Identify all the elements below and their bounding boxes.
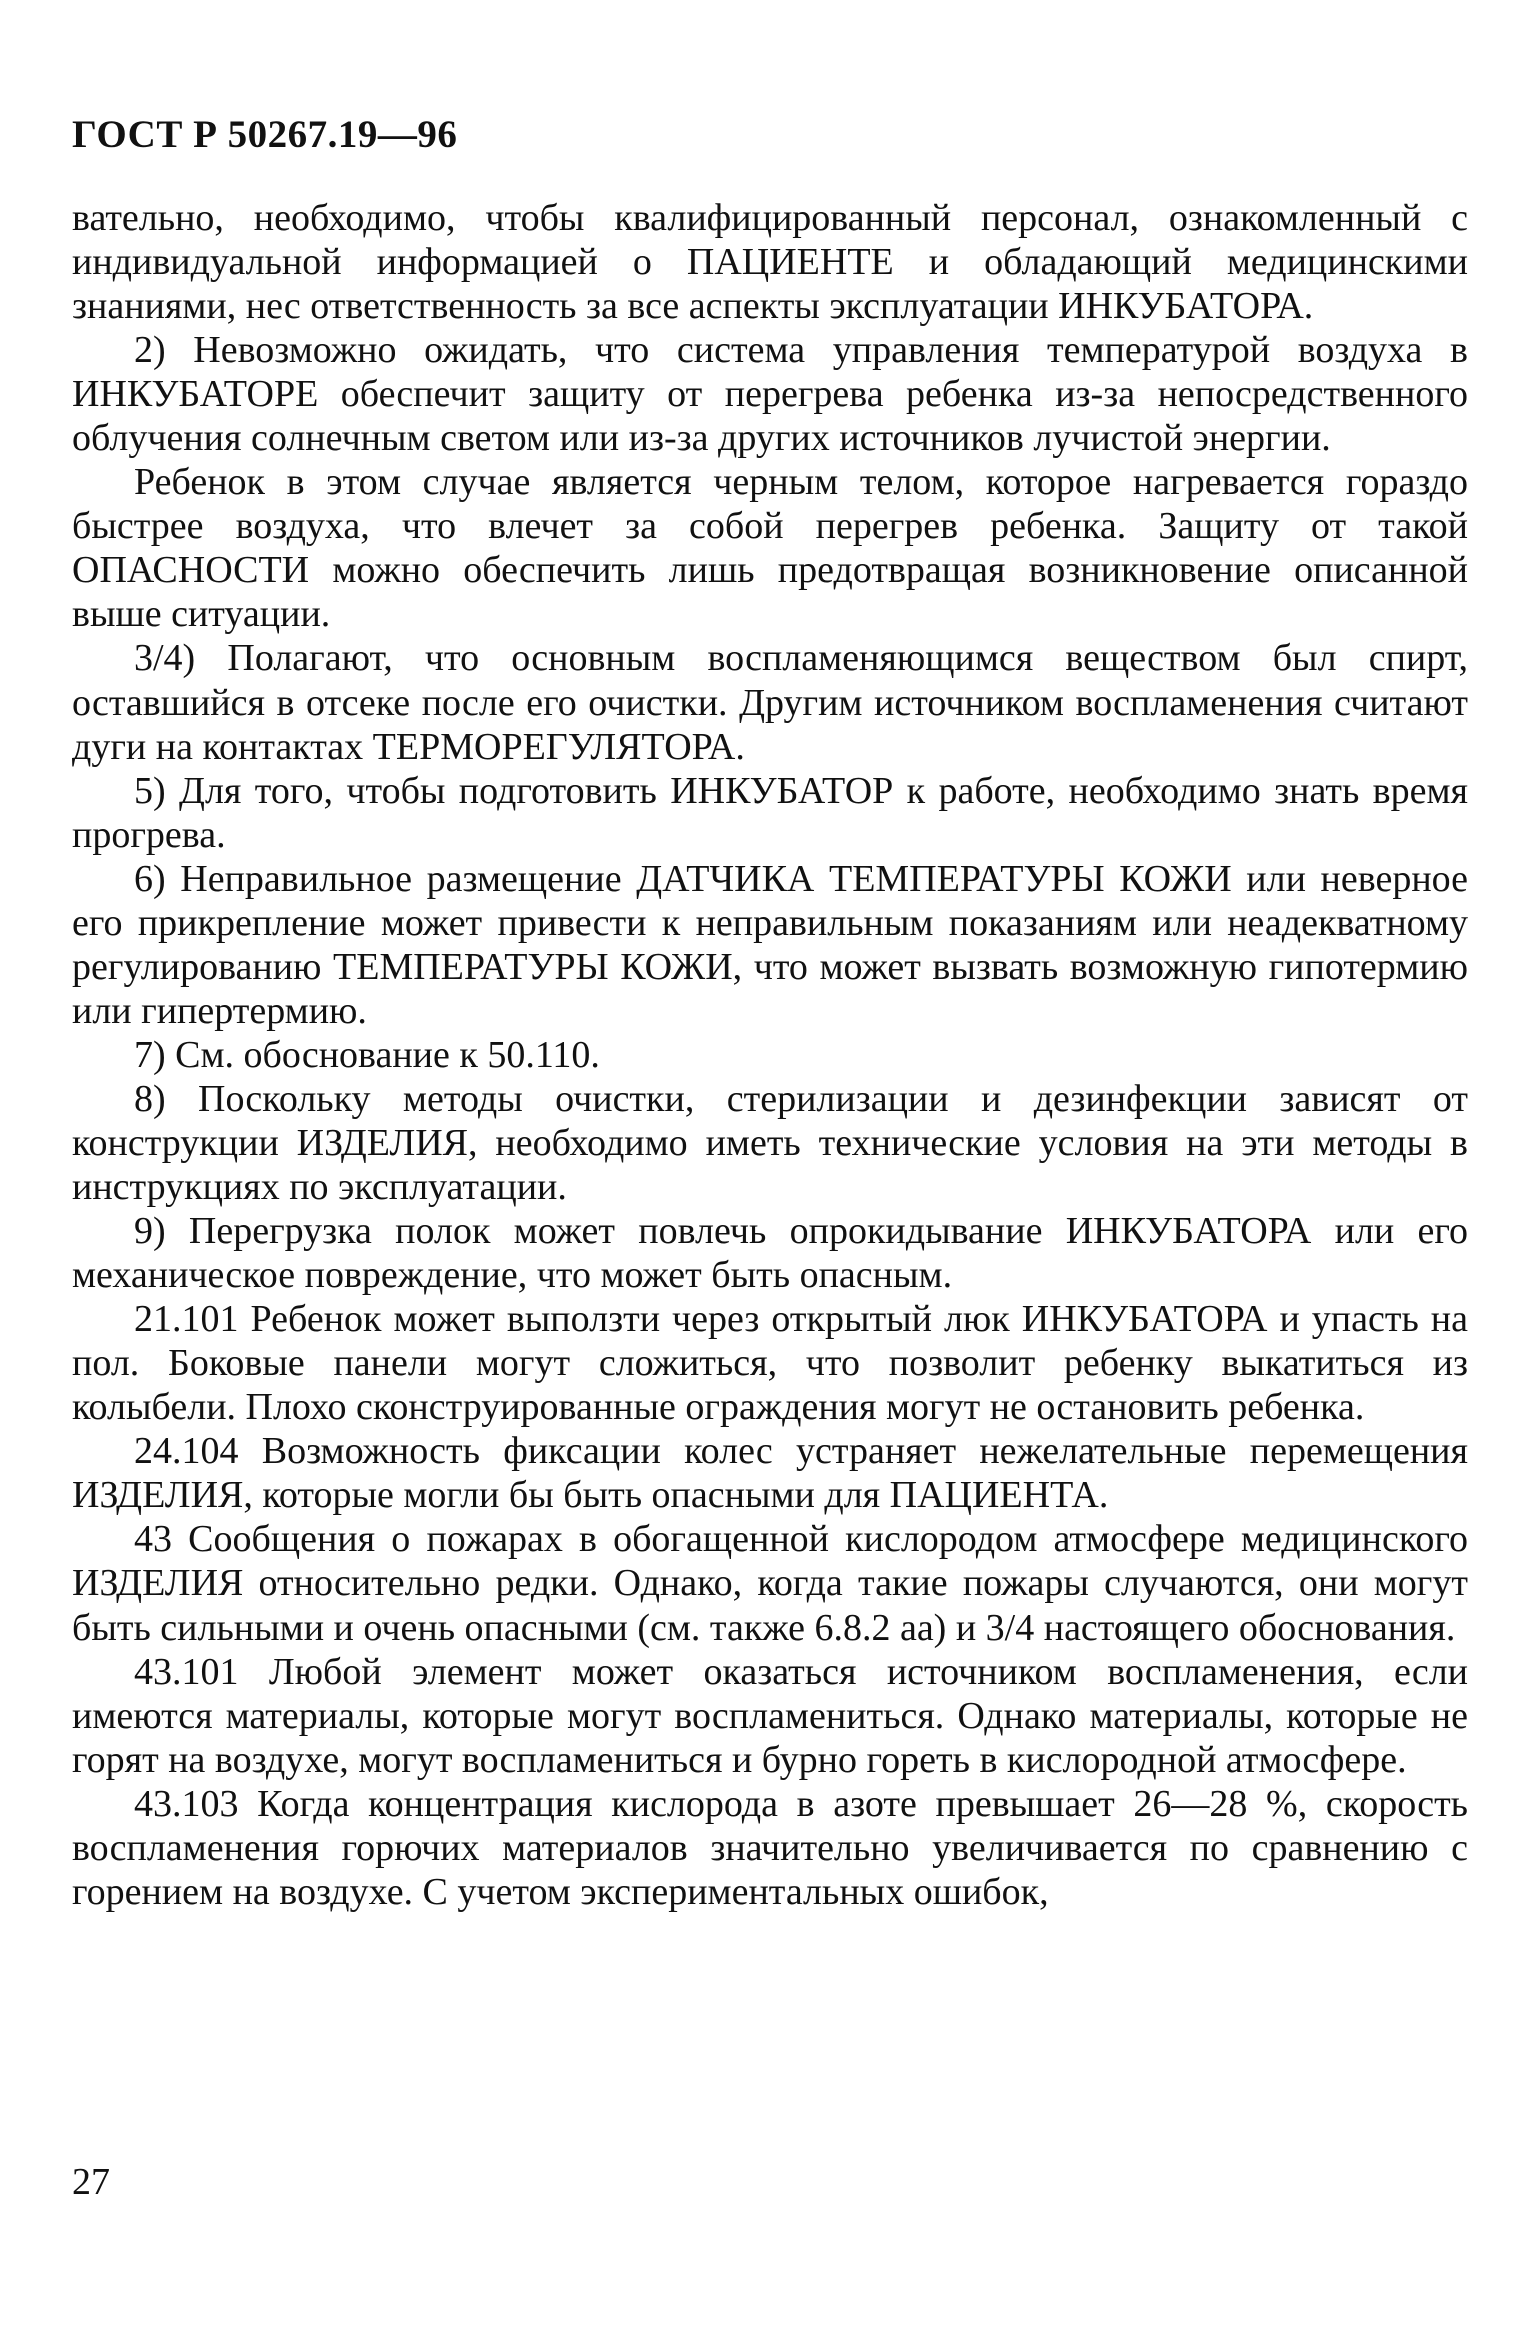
paragraph: 7) См. обоснование к 50.110. xyxy=(134,1033,600,1076)
paragraph: 3/4) Полагают, что основным воспламеняющимся веществом был спирт, оставшийся в отсеке после его очистки. Другим источником воспламенения считают дуги на контактах ТЕРМОРЕГУЛЯТОРА. xyxy=(72,637,1468,768)
paragraph: 5) Для того, чтобы подготовить ИНКУБАТОР к работе, необходимо знать время прогрева. xyxy=(72,769,1468,856)
document-body xyxy=(72,196,1468,1914)
paragraph: Ребенок в этом случае является черным телом, которое нагревается гораздо быстрее воздуха, что влечет за собой перегрев ребенка. Защиту от такой ОПАСНОСТИ можно обеспечить лишь предотвращая возникновение описанной выше ситуации. xyxy=(72,461,1468,636)
paragraph: 8) Поскольку методы очистки, стерилизации и дезинфекции зависят от конструкции ИЗДЕЛИЯ, необходимо иметь технические условия на эти методы в инструкциях по эксплуатации. xyxy=(72,1077,1468,1209)
page-number: 27 xyxy=(72,2161,110,2203)
paragraph: 9) Перегрузка полок может повлечь опрокидывание ИНКУБАТОРА или его механическое повреждение, что может быть опасным. xyxy=(72,1210,1468,1297)
paragraph: 43.101 Любой элемент может оказаться источником воспламенения, если имеются материалы, которые могут воспламениться. Однако материалы, которые не горят на воздухе, могут воспламениться и бурно гореть в кислородной атмосфере. xyxy=(72,1650,1468,1781)
paragraph: 2) Невозможно ожидать, что система управления температурой воздуха в ИНКУБАТОРЕ обеспечит защиту от перегрева ребенка из-за непосредственного облучения солнечным светом или из-за других источников лучистой энергии. xyxy=(72,329,1468,460)
paragraph: вательно, необходимо, чтобы квалифицированный персонал, ознакомленный с индивидуальной информацией о ПАЦИЕНТЕ и обладающий медицинскими знаниями, нес ответственность за все аспекты эксплуатации ИНКУБАТОРА. xyxy=(72,197,1468,328)
document-header: ГОСТ Р 50267.19—96 xyxy=(72,113,458,156)
paragraph: 21.101 Ребенок может выползти через открытый люк ИНКУБАТОРА и упасть на пол. Боковые панели могут сложиться, что позволит ребенку выкатиться из колыбели. Плохо сконструированные ограждения могут не остановить ребенка. xyxy=(72,1298,1468,1429)
paragraph: 43 Сообщения о пожарах в обогащенной кислородом атмосфере медицинского ИЗДЕЛИЯ относительно редки. Однако, когда такие пожары случаются, они могут быть сильными и очень опасными (см. также 6.8.2 аа) и 3/4 настоящего обоснования. xyxy=(72,1518,1468,1649)
paragraph: 6) Неправильное размещение ДАТЧИКА ТЕМПЕРАТУРЫ КОЖИ или неверное его прикрепление может привести к неправильным показаниям или неадекватному регулированию ТЕМПЕРАТУРЫ КОЖИ, что может вызвать возможную гипотермию или гипертермию. xyxy=(72,857,1468,1032)
paragraph: 43.103 Когда концентрация кислорода в азоте превышает 26—28 %, скорость воспламенения горючих материалов значительно увеличивается по сравнению с горением на воздухе. С учетом экспериментальных ошибок, xyxy=(72,1782,1468,1913)
paragraph: 24.104 Возможность фиксации колес устраняет нежелательные перемещения ИЗДЕЛИЯ, которые могли бы быть опасными для ПАЦИЕНТА. xyxy=(72,1430,1468,1517)
